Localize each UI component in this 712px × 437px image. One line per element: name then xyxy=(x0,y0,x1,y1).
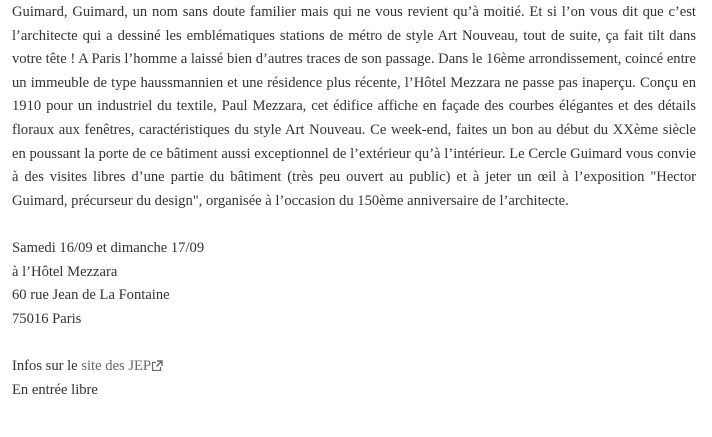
event-venue: à l’Hôtel Mezzara xyxy=(12,263,118,280)
infos-line xyxy=(12,355,696,379)
event-info xyxy=(12,237,696,331)
paragraph-spacer xyxy=(12,213,696,237)
intro-paragraph: Guimard, Guimard, un nom sans doute familier mais qui ne vous revient qu’à moitié. Et si l’on vous dit que c’est l’architecte qui a dessiné les emblématiques stations de métro de style Art Nouveau, tout de suite, ça fait tilt dans votre tête ! A Paris l’homme a laissé bien d’autres traces de son passage. Dans le 16ème arrondissement, coincé entre un immeuble de type haussmannien et une résidence plus récente, l’Hôtel Mezzara ne passe pas inaperçu. Conçu en 1910 pour un industriel du textile, Paul Mezzara, cet édifice affiche en façade des courbes élégantes et des détails floraux aux fenêtres, caractéristiques du style Art Nouveau. Ce week-end, faites un bon au début du XXème siècle en poussant la porte de ce bâtiment aussi exceptionnel de l’extérieur qu’à l’intérieur. Le Cercle Guimard vous convie à des visites libres d’une partie du bâtiment (très peu ouvert au public) et à jeter un œil à l’exposition "Hector Guimard, précurseur du design", organisée à l’occasion du 150ème anniversaire de l’architecte. xyxy=(12,4,696,209)
jep-site-link[interactable] xyxy=(81,358,163,374)
event-city: 75016 Paris xyxy=(12,310,82,327)
jep-site-link-label: site des JEP xyxy=(81,357,152,374)
event-dates: Samedi 16/09 et dimanche 17/09 xyxy=(12,239,205,256)
article xyxy=(12,1,696,402)
external-link-icon xyxy=(152,360,163,371)
event-street: 60 rue Jean de La Fontaine xyxy=(12,287,170,304)
infos-prefix: Infos sur le xyxy=(12,357,82,374)
entry-info: En entrée libre xyxy=(12,381,98,398)
paragraph-spacer xyxy=(12,331,696,355)
infos-block xyxy=(12,355,696,402)
